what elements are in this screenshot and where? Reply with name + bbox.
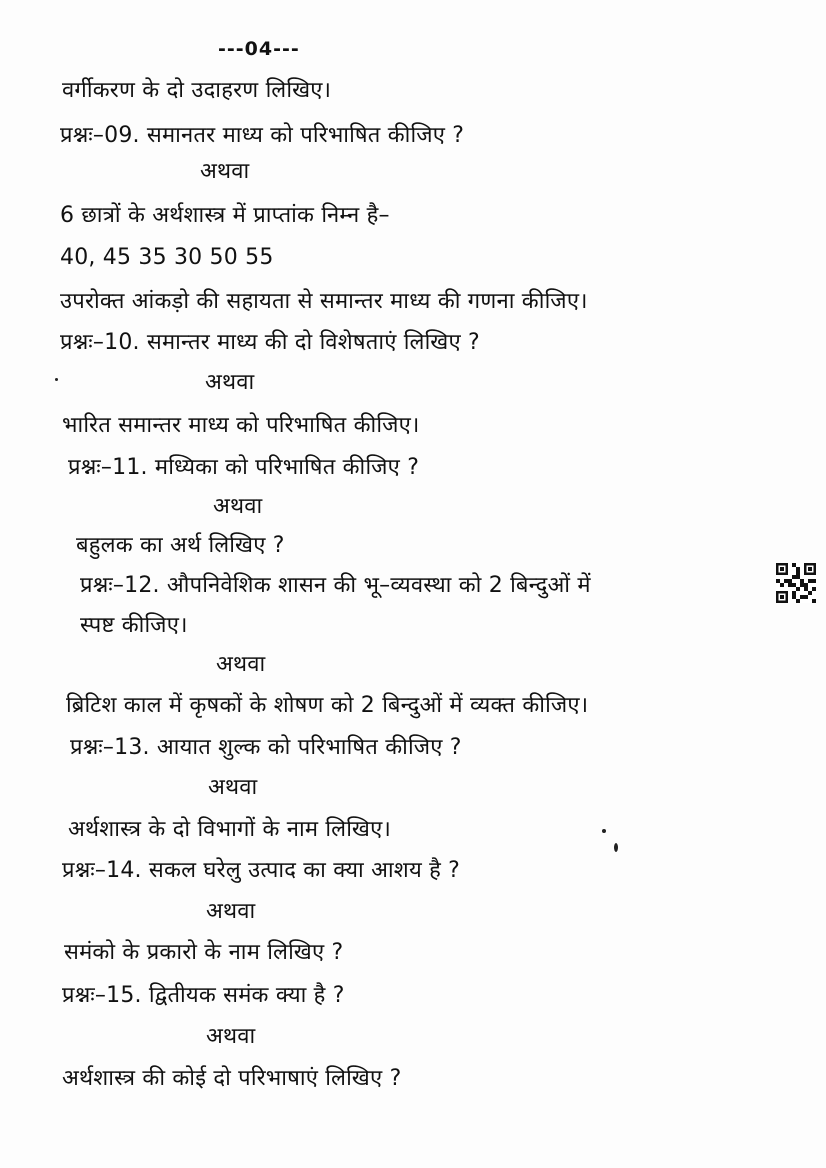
athva-label: अथवा [206,899,256,924]
text-line: बहुलक का अर्थ लिखिए ? [76,533,285,558]
text-line: वर्गीकरण के दो उदाहरण लिखिए। [62,78,332,103]
question-11: प्रश्नः–11. मध्यिका को परिभाषित कीजिए ? [68,455,420,480]
qr-code-icon [776,563,816,603]
text-line: स्पष्ट कीजिए। [80,613,188,638]
question-12: प्रश्नः–12. औपनिवेशिक शासन की भू–व्यवस्था को 2 बिन्दुओं में [80,573,591,598]
text-line: समंको के प्रकारो के नाम लिखिए ? [64,940,344,965]
question-10: प्रश्नः–10. समान्तर माध्य की दो विशेषताएं लिखिए ? [60,330,480,355]
marks-list: 40, 45 35 30 50 55 [60,245,274,270]
text-line: अर्थशास्त्र के दो विभागों के नाम लिखिए। [68,817,392,842]
text-line: भारित समान्तर माध्य को परिभाषित कीजिए। [62,413,420,438]
question-14: प्रश्नः–14. सकल घरेलु उत्पाद का क्या आशय है ? [62,858,461,883]
text-line: उपरोक्त आंकड़ो की सहायता से समान्तर माध्य की गणना कीजिए। [60,289,588,314]
athva-label: अथवा [216,652,266,677]
scan-speck [614,843,618,852]
question-13: प्रश्नः–13. आयात शुल्क को परिभाषित कीजिए ? [70,735,462,760]
athva-label: अथवा [200,159,250,184]
text-line: अर्थशास्त्र की कोई दो परिभाषाएं लिखिए ? [62,1066,402,1091]
text-line: ब्रिटिश काल में कृषकों के शोषण को 2 बिन्दुओं में व्यक्त कीजिए। [66,693,589,718]
question-09: प्रश्नः–09. समानतर माध्य को परिभाषित कीजिए ? [60,123,465,148]
athva-label: अथवा [213,494,263,519]
text-line: 6 छात्रों के अर्थशास्त्र में प्राप्तांक निम्न है– [60,203,390,228]
athva-label: अथवा [206,1024,256,1049]
athva-label: अथवा [208,775,258,800]
page-number: ---04--- [218,38,300,60]
scan-speck [55,378,58,381]
question-15: प्रश्नः–15. द्वितीयक समंक क्या है ? [62,983,345,1008]
athva-label: अथवा [205,370,255,395]
scan-speck [602,829,606,833]
